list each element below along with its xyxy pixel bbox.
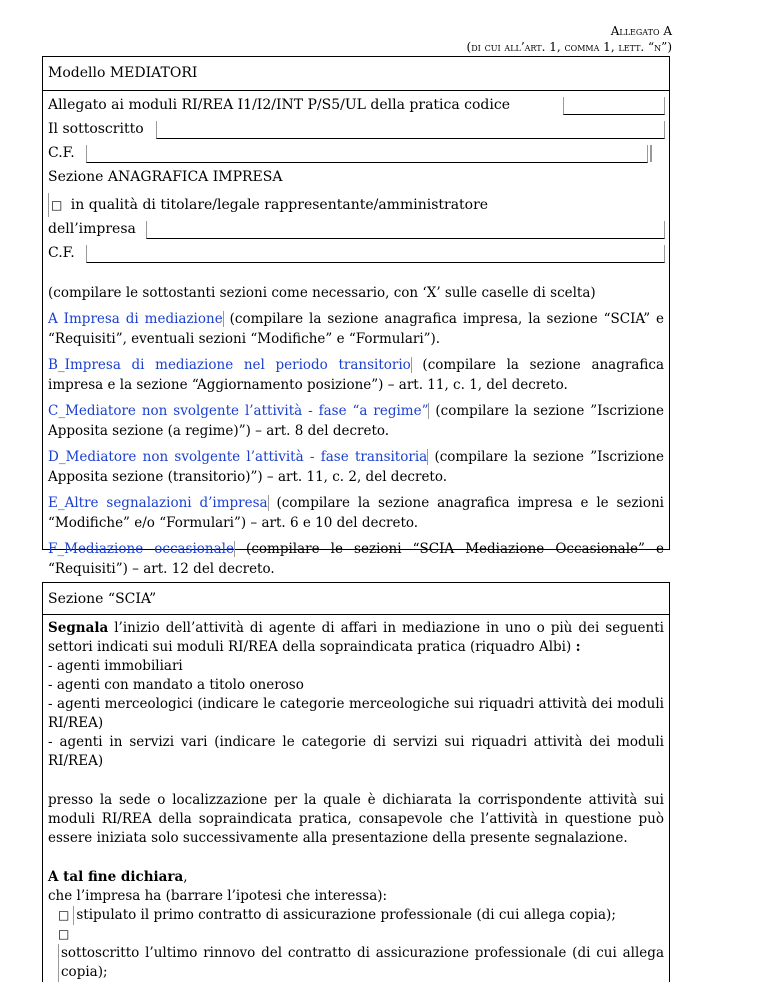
dichiara-comma: , [183,869,188,885]
option-f-text: (compilare le sezioni “SCIA Mediazione Occasionale” e “Requisiti”) – art. 12 del decreto. [48,541,664,577]
choice-primo-contratto [48,906,664,925]
option-f-link[interactable]: F_Mediazione occasionale [48,541,234,557]
settore-item: - agenti merceologici (indicare le categorie merceologiche sui riquadri attività dei moduli RI/REA) [48,696,664,731]
riferimento-label: (di cui all’art. 1, comma 1, lett. “n”) [466,40,672,54]
choice-rinnovo-contratto [48,925,664,982]
option-a-link[interactable]: A Impresa di mediazione [48,311,223,327]
option-d-link[interactable]: D_Mediatore non svolgente l’attività - fase transitoria [48,449,428,465]
settore-item: - agenti immobiliari [48,658,183,674]
segnala-paragraph [48,619,664,657]
option-b-text: (compilare la sezione anagrafica impresa e la sezione “Aggiornamento posizione”) – art. 11, c. 1, del decreto. [48,357,664,393]
option-c-text: (compilare la sezione ”Iscrizione Apposita sezione (a regime)”) – art. 8 del decreto. [48,403,664,439]
sottoscritto-label: Il sottoscritto [48,121,144,137]
option-e-text: (compilare la sezione anagrafica impresa e le sezioni “Modifiche” e/o “Formulari”) – art. 6 e 10 del decreto. [48,495,664,531]
option-e [48,493,664,533]
dichiara-heading [48,868,664,887]
settore-item: - agenti con mandato a titolo oneroso [48,677,304,693]
segnala-colon: : [575,639,581,655]
modello-mediatori-box [42,56,670,577]
compilazione-note: (compilare le sottostanti sezioni come necessario, con ‘X’ sulle caselle di scelta) [48,285,596,301]
option-a [48,309,664,349]
presso-paragraph: presso la sede o localizzazione per la quale è dichiarata la corrispondente attività sui moduli RI/REA della sopraindicata pratica, consapevole che l’attività in questione può essere iniziata solo successivamente alla presentazione della presente segnalazione. [48,792,664,846]
impresa-label: dell’impresa [48,221,136,237]
primo-contratto-label: stipulato il primo contratto di assicurazione professionale (di cui allega copia); [73,906,616,925]
impresa-ha-text: che l’impresa ha (barrare l’ipotesi che interessa): [48,888,388,904]
sottoscritto-field[interactable] [156,121,665,139]
rinnovo-contratto-label: sottoscritto l’ultimo rinnovo del contratto di assicurazione professionale (di cui allega copia); [58,944,664,982]
qualita-label: in qualità di titolare/legale rappresentante/amministratore [70,197,489,213]
allegato-label: Allegato A [610,24,672,38]
option-d-text: (compilare la sezione ”Iscrizione Apposita sezione (transitorio)”) – art. 11, c. 2, del decreto. [48,449,664,485]
sezione-scia-box [42,582,670,982]
option-c [48,401,664,441]
option-b-link[interactable]: B_Impresa di mediazione nel periodo transitorio [48,357,411,373]
option-c-link[interactable]: C_Mediatore non svolgente l’attività - fase “a regime” [48,403,429,419]
cf2-label: C.F. [48,245,75,261]
qualita-checkbox[interactable]: □ [51,198,63,212]
cf2-field[interactable] [86,245,665,263]
settore-item: - agenti in servizi vari (indicare le categorie di servizi sui riquadri attività dei moduli RI/REA) [48,734,664,769]
pratica-codice-field[interactable] [563,97,665,115]
primo-contratto-checkbox[interactable]: □ [58,908,70,922]
option-f [48,539,664,579]
impresa-field[interactable] [146,221,665,239]
allegato-pratica-label: Allegato ai moduli RI/REA I1/I2/INT P/S5/UL della pratica codice [48,97,510,113]
cf-field-end [650,145,652,162]
cf-field[interactable] [86,145,648,163]
segnala-bold: Segnala [48,620,109,636]
option-a-text: (compilare la sezione anagrafica impresa, la sezione “SCIA” e “Requisiti”, eventuali sezioni “Modifiche” e “Formulari”). [48,311,665,347]
rinnovo-contratto-checkbox[interactable]: □ [58,927,70,941]
modello-title: Modello MEDIATORI [43,57,669,91]
sezione-scia-title: Sezione “SCIA” [43,583,669,615]
cf-label: C.F. [48,145,75,161]
option-e-link[interactable]: E_Altre segnalazioni d’impresa [48,495,268,511]
segnala-text: l’inizio dell’attività di agente di affari in mediazione in uno o più dei seguenti settori indicati sui moduli RI/REA della sopraindicata pratica (riquadro Albi) [48,620,664,655]
option-b [48,355,664,395]
option-d [48,447,664,487]
sezione-anagrafica-title: Sezione ANAGRAFICA IMPRESA [48,169,283,185]
dichiara-bold: A tal fine dichiara [48,869,184,885]
